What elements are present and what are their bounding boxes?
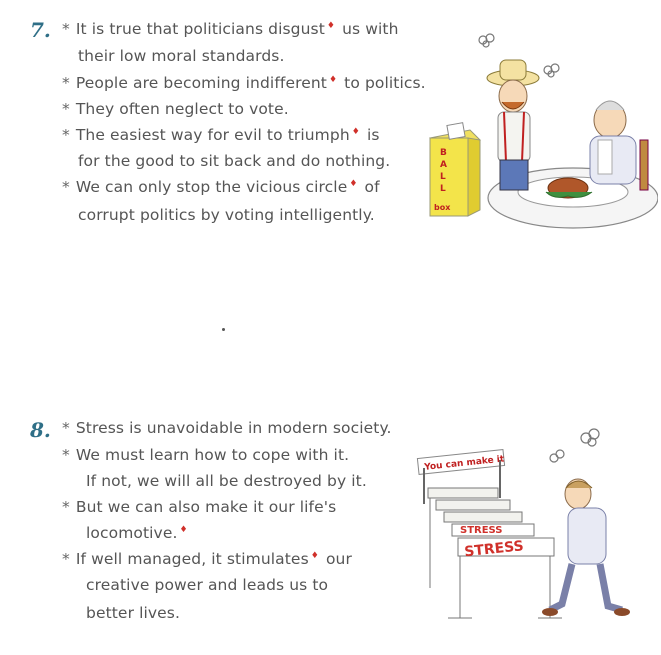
bullet-asterisk: * xyxy=(62,498,70,516)
bullet-asterisk: * xyxy=(62,74,70,92)
line-text: for the good to sit back and do nothing. xyxy=(78,152,391,170)
vocabulary-marker-icon: ♦ xyxy=(179,524,188,535)
text-line xyxy=(78,152,390,170)
line-text-rest: our xyxy=(320,550,352,568)
bullet-asterisk: * xyxy=(62,178,70,196)
stress-hurdles-illustration xyxy=(408,418,648,628)
item-8-number: 8. xyxy=(30,418,51,442)
text-line xyxy=(62,550,352,568)
bullet-asterisk: * xyxy=(62,419,70,437)
svg-text:A: A xyxy=(440,160,447,170)
text-line xyxy=(62,178,380,196)
line-text: They often neglect to vote. xyxy=(75,100,289,118)
text-line xyxy=(62,74,426,92)
line-text: We can only stop the vicious circle xyxy=(75,178,348,196)
vocabulary-marker-icon: ♦ xyxy=(326,20,336,31)
angry-man-with-hat xyxy=(487,60,539,190)
hurdle-label: STRESS xyxy=(463,538,525,561)
line-text: People are becoming indifferent xyxy=(75,74,327,92)
svg-text:STRESS: STRESS xyxy=(460,525,503,536)
text-line xyxy=(86,604,180,622)
line-text: locomotive. xyxy=(86,524,178,542)
text-line xyxy=(62,100,289,118)
line-text-rest: us with xyxy=(337,20,399,38)
text-line xyxy=(86,524,190,542)
smiling-old-man xyxy=(590,101,648,190)
line-text: If well managed, it stimulates xyxy=(75,550,309,568)
text-line xyxy=(78,47,284,65)
vocabulary-marker-icon: ♦ xyxy=(310,550,319,561)
svg-text:L: L xyxy=(440,172,446,182)
line-text: We must learn how to cope with it. xyxy=(75,446,350,464)
steam-puff-icon xyxy=(550,429,599,462)
text-line xyxy=(62,20,399,38)
ballot-box-illustration xyxy=(418,30,658,230)
line-text: better lives. xyxy=(86,604,180,622)
svg-text:box: box xyxy=(434,203,451,212)
text-line xyxy=(62,126,380,144)
line-text: It is true that politicians disgust xyxy=(75,20,325,38)
text-line xyxy=(86,472,367,490)
line-text-rest: is xyxy=(361,126,380,144)
line-text: But we can also make it our life's xyxy=(75,498,337,516)
svg-text:L: L xyxy=(440,184,446,194)
stray-dot xyxy=(222,328,225,331)
line-text: corrupt politics by voting intelligently. xyxy=(78,206,375,224)
text-line xyxy=(62,419,392,437)
line-text: creative power and leads us to xyxy=(86,576,329,594)
sign-label: You can make it xyxy=(423,454,505,473)
bullet-asterisk: * xyxy=(62,100,70,118)
line-text: Stress is unavoidable in modern society. xyxy=(75,419,392,437)
ballot-box xyxy=(430,123,480,216)
line-text: their low moral standards. xyxy=(78,47,285,65)
line-text: If not, we will all be destroyed by it. xyxy=(86,472,367,490)
text-line xyxy=(62,446,349,464)
svg-text:B: B xyxy=(440,148,447,158)
text-line xyxy=(62,498,336,516)
vocabulary-marker-icon: ♦ xyxy=(351,126,360,137)
tired-runner xyxy=(542,479,630,616)
bullet-asterisk: * xyxy=(62,20,70,38)
line-text-rest: to politics. xyxy=(339,74,426,92)
bullet-asterisk: * xyxy=(62,126,70,144)
line-text: The easiest way for evil to triumph xyxy=(75,126,350,144)
vocabulary-marker-icon: ♦ xyxy=(349,178,358,189)
text-line xyxy=(78,206,375,224)
vocabulary-marker-icon: ♦ xyxy=(328,74,338,85)
text-line xyxy=(86,576,328,594)
item-7-number: 7. xyxy=(30,18,51,42)
bullet-asterisk: * xyxy=(62,550,70,568)
bullet-asterisk: * xyxy=(62,446,70,464)
line-text-rest: of xyxy=(359,178,380,196)
